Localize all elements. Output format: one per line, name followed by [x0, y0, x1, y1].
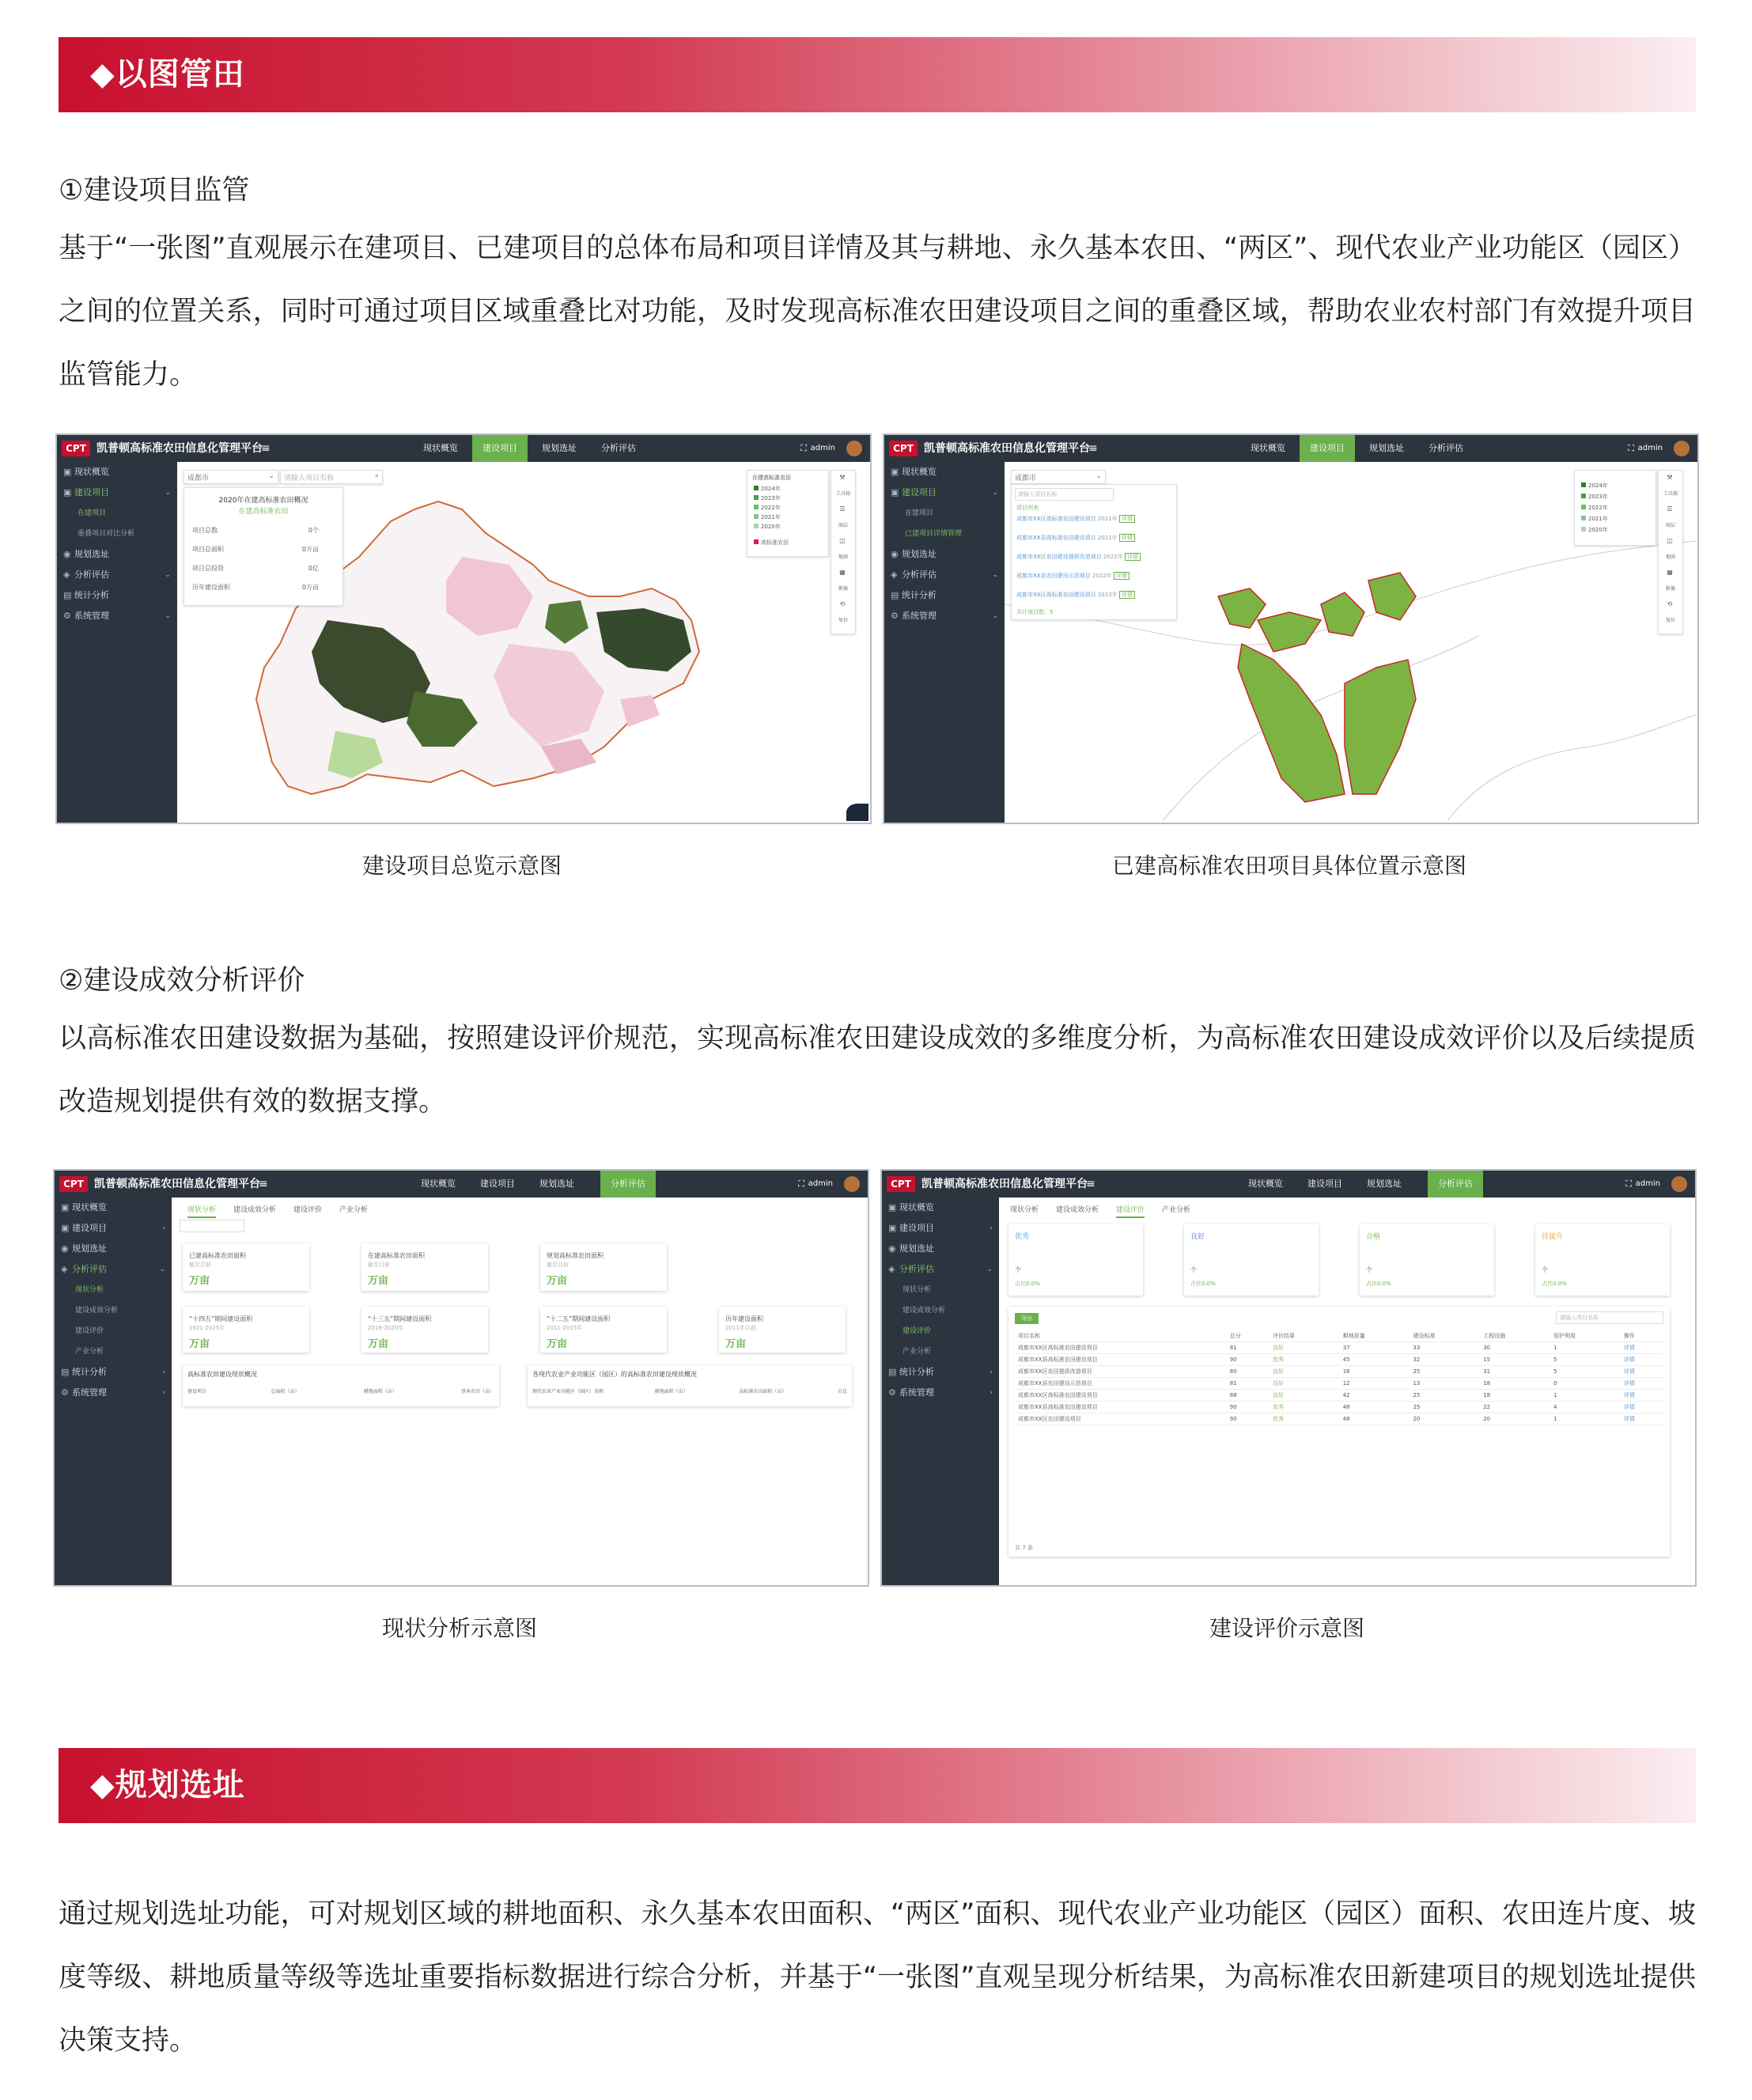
tool-label: 影像: [838, 586, 848, 592]
tab-industry[interactable]: 产业分析: [339, 1206, 369, 1214]
list-heading: 项目列表: [1016, 505, 1039, 511]
user-name: admin: [1637, 444, 1663, 452]
sidebar-item-evaluation[interactable]: 建设评价: [75, 1327, 104, 1335]
stat-card: “十四五”期间建设面积 2021-2025年 万亩: [183, 1307, 309, 1353]
paragraph-effectiveness: 以高标准农田建设数据为基础，按照建设评价规范，实现高标准农田建设成效的多维度分析，为高标准农田建设成效评价以及后续提质改造规划提供有效的数据支撑。: [59, 1023, 1696, 1118]
map-area[interactable]: [177, 462, 870, 823]
subheading-project-supervision: ①建设项目监管: [59, 175, 250, 206]
nav-site-selection[interactable]: 规划选址: [542, 443, 577, 453]
sidebar-item-system[interactable]: ⚙ 系统管理 ⌄: [63, 611, 171, 621]
section-header-site-selection: [59, 1748, 1696, 1823]
app-topbar: [57, 435, 870, 462]
legend-item[interactable]: 2022年: [1581, 504, 1608, 512]
fullscreen-icon[interactable]: ⛶: [1628, 443, 1634, 453]
toolbox-icon[interactable]: ⚒: [1667, 474, 1673, 481]
tab-bar: [1010, 1204, 1208, 1214]
stat-card: 历年建设面积 2011年以前 万亩: [719, 1307, 846, 1353]
tab-evaluation[interactable]: 建设评价: [1116, 1206, 1145, 1218]
sidebar-item-system[interactable]: ⚙ 系统管理 ›: [888, 1387, 993, 1398]
chevron-down-icon: ⌄: [1095, 472, 1102, 480]
overview-value: 0亿: [308, 565, 319, 572]
avatar[interactable]: [844, 1176, 860, 1192]
search-input[interactable]: 请输入项目名称 ⌕: [280, 470, 383, 484]
layers-icon[interactable]: ☰: [839, 505, 846, 513]
table-header: 项目名称 总分 评价结果 耕地质量 建设标准 工程设施 管护利用 操作: [1015, 1330, 1663, 1342]
app-logo: CPT: [887, 1176, 915, 1192]
table-row[interactable]: 成都市XX区农田提质改造项目 80 良好 16 25 31 5 详情: [1015, 1366, 1663, 1378]
nav-analysis[interactable]: 分析评估: [600, 1171, 656, 1198]
overview-label: 项目总投资: [192, 565, 224, 572]
user-name: admin: [1635, 1179, 1660, 1188]
sidebar-item-status[interactable]: ▣ 现状概览: [891, 467, 937, 477]
overview-link[interactable]: 在建高标准农田: [238, 508, 289, 516]
tool-label: 复位: [838, 618, 848, 623]
menu-icon[interactable]: ≡: [261, 442, 271, 455]
app-topbar: [882, 1171, 1695, 1198]
sidebar-item-site[interactable]: ◉ 规划选址: [888, 1243, 934, 1254]
sidebar: [884, 462, 1005, 823]
search-icon: ⌕: [374, 472, 379, 480]
reset-icon[interactable]: ⟲: [839, 600, 846, 607]
nav-analysis[interactable]: 分析评估: [601, 443, 636, 453]
imagery-icon[interactable]: ▦: [839, 569, 846, 576]
sidebar-item-stats[interactable]: ▤ 统计分析: [891, 590, 937, 600]
legend-item[interactable]: 2024年: [754, 485, 781, 493]
sidebar-item-stats[interactable]: ▤ 统计分析 ›: [61, 1367, 165, 1377]
panel-columns: 现代农业产业功能区（园区）名称 耕地面积（亩） 高标准农田面积（亩） 占比: [532, 1389, 847, 1394]
menu-icon[interactable]: ≡: [259, 1178, 268, 1190]
app-title: 凯普顿高标准农田信息化管理平台: [94, 1178, 260, 1190]
table-row[interactable]: 成都市XX区高标准农田建设项目 81 良好 37 33 30 1 详情: [1015, 1342, 1663, 1354]
legend-item[interactable]: 2022年: [754, 504, 781, 512]
nav-projects[interactable]: 建设项目: [1307, 1179, 1342, 1189]
sidebar-item-ongoing[interactable]: 在建项目: [78, 509, 107, 517]
overview-value: 0万亩: [301, 546, 319, 553]
sidebar: [57, 462, 177, 823]
overview-value: 0个: [308, 527, 319, 534]
tool-label: 工具箱: [1663, 491, 1678, 497]
app-title: 凯普顿高标准农田信息化管理平台: [921, 1178, 1088, 1190]
menu-icon[interactable]: ≡: [1088, 442, 1098, 455]
detail-link[interactable]: 详情: [1621, 1413, 1663, 1425]
search-input[interactable]: 请输入项目名称: [1015, 488, 1114, 501]
map-toolbar: [1658, 470, 1683, 634]
nav-status[interactable]: 现状概览: [1248, 1179, 1283, 1189]
tool-label: 复位: [1665, 618, 1675, 623]
sidebar-item-status-analysis[interactable]: 现状分析: [75, 1286, 104, 1294]
nav-projects[interactable]: 建设项目: [472, 435, 528, 462]
tool-label: 影像: [1665, 586, 1675, 592]
table-row[interactable]: 成都市XX县高标准农田建设项目 90 优秀 48 25 22 4 详情: [1015, 1402, 1663, 1413]
caption-overview: 建设项目总览示意图: [361, 853, 562, 879]
pagination[interactable]: 共 7 条: [1015, 1545, 1033, 1551]
tab-bar: [187, 1204, 385, 1214]
sidebar-item-industry[interactable]: 产业分析: [75, 1348, 104, 1356]
sidebar-item-effect-analysis[interactable]: 建设成效分析: [902, 1307, 946, 1315]
legend-item[interactable]: 高标准农田: [754, 539, 789, 547]
list-item[interactable]: 成都市XX县高标准农田建设项目 2021年 详情: [1016, 534, 1167, 542]
table-row[interactable]: 成都市XX县高标准农田建设项目 90 优秀 45 32 15 5 详情: [1015, 1354, 1663, 1366]
caption-evaluation: 建设评价示意图: [1209, 1615, 1364, 1641]
legend-panel: [1574, 470, 1656, 546]
map-icon[interactable]: ◫: [1667, 537, 1673, 544]
sidebar-item-projects[interactable]: ▣ 建设项目 ›: [888, 1223, 993, 1233]
sidebar-item-effect-analysis[interactable]: 建设成效分析: [75, 1307, 119, 1315]
paragraph-project-supervision: 基于“一张图”直观展示在建项目、已建项目的总体布局和项目详情及其与耕地、永久基本农田、“两区”、现代农业产业功能区（园区）之间的位置关系，同时可通过项目区域重叠比对功能，及时发现高标准农田建设项目之间的重叠区域，帮助农业农村部门有效提升项目监管能力。: [59, 233, 1696, 391]
project-list-panel: [1011, 484, 1177, 620]
grade-card-improve: 待提升 个 占比0.0%: [1535, 1224, 1670, 1296]
layers-icon[interactable]: ☰: [1667, 505, 1673, 513]
tool-label: 工具箱: [835, 491, 850, 497]
region-select[interactable]: 成都市 ⌄: [184, 470, 278, 484]
content-area: [172, 1198, 868, 1585]
sidebar-item-status[interactable]: ▣ 现状概览: [63, 467, 109, 477]
sidebar-item-projects[interactable]: ▣ 建设项目 ⌄: [63, 487, 171, 498]
nav-status[interactable]: 现状概览: [423, 443, 458, 453]
sidebar-item-projects[interactable]: ▣ 建设项目 ›: [61, 1223, 165, 1233]
legend-title: 在建高标准农田: [752, 475, 791, 481]
table-row[interactable]: 成都市XX县农田建设示范项目 81 良好 12 13 18 0 详情: [1015, 1378, 1663, 1390]
app-logo: CPT: [889, 441, 918, 456]
tool-label: 地图: [838, 554, 848, 560]
nav-projects[interactable]: 建设项目: [1300, 435, 1355, 462]
legend-item[interactable]: 2021年: [1581, 515, 1608, 523]
list-item[interactable]: 成都市XX区高标准农田建设项目 2023年 详情: [1016, 591, 1167, 599]
menu-icon[interactable]: ≡: [1086, 1178, 1095, 1190]
list-footer: 共计项目数：5: [1016, 609, 1054, 615]
app-title: 凯普顿高标准农田信息化管理平台: [96, 442, 263, 455]
legend-item[interactable]: 2023年: [754, 494, 781, 502]
region-select[interactable]: 成都市 ⌄: [1011, 470, 1106, 484]
detail-link[interactable]: 详情: [1621, 1354, 1663, 1366]
sidebar-item-site[interactable]: ◉ 规划选址: [891, 549, 937, 559]
avatar[interactable]: [846, 441, 862, 456]
sidebar-item-analysis[interactable]: ◈ 分析评估 ⌄: [61, 1264, 165, 1274]
evaluation-table-panel: [1008, 1307, 1670, 1557]
fullscreen-icon[interactable]: ⛶: [798, 1179, 804, 1189]
nav-status[interactable]: 现状概览: [1251, 443, 1285, 453]
content-area: [999, 1198, 1695, 1585]
nav-site-selection[interactable]: 规划选址: [1367, 1179, 1402, 1189]
grade-card-excellent: 优秀 个 占比0.0%: [1008, 1224, 1143, 1296]
app-topbar: [55, 1171, 868, 1198]
toolbox-icon[interactable]: ⚒: [839, 474, 846, 481]
avatar[interactable]: [1674, 441, 1690, 456]
sidebar-item-overlap[interactable]: 重叠项目对比分析: [78, 530, 135, 538]
stat-card: “十二五”期间建设面积 2011-2015年 万亩: [540, 1307, 667, 1353]
section-title: ◆以图管田: [90, 56, 245, 93]
tab-status[interactable]: 现状分析: [1010, 1206, 1039, 1214]
app-title: 凯普顿高标准农田信息化管理平台: [924, 442, 1090, 455]
avatar[interactable]: [1671, 1176, 1687, 1192]
nav-status[interactable]: 现状概览: [421, 1179, 456, 1189]
sidebar-item-status[interactable]: ▣ 现状概览: [888, 1202, 934, 1213]
legend-item[interactable]: 2021年: [754, 513, 781, 521]
map-toolbar: [831, 470, 856, 634]
list-item[interactable]: 成都市XX县农田建设示范项目 2022年 详情: [1016, 572, 1167, 580]
tab-effect[interactable]: 建设成效分析: [233, 1206, 277, 1214]
app-topbar: [884, 435, 1697, 462]
list-item[interactable]: 成都市XX区高标准农田建设项目 2021年 详情: [1016, 515, 1167, 523]
sidebar-item-system[interactable]: ⚙ 系统管理 ›: [61, 1387, 165, 1398]
overview-title: 2020年在建高标准农田概况: [218, 497, 308, 505]
tool-label: 图层: [1665, 523, 1675, 528]
park-summary-panel: [528, 1365, 852, 1406]
reset-icon[interactable]: ⟲: [1667, 600, 1673, 607]
overview-value: 0万亩: [301, 584, 319, 591]
legend-item[interactable]: 2020年: [1581, 526, 1608, 534]
globe-icon[interactable]: [846, 804, 868, 821]
chevron-down-icon: ⌄: [268, 472, 274, 480]
detail-link[interactable]: 详情: [1621, 1402, 1663, 1413]
stat-card: 规划高标准农田面积 截至目前 万亩: [540, 1243, 667, 1291]
caption-location: 已建高标准农田项目具体位置示意图: [1111, 853, 1466, 879]
panel-title: 高标准农田建设现状概况: [187, 1371, 257, 1378]
screenshot-status-analysis: [53, 1169, 869, 1587]
fullscreen-icon[interactable]: ⛶: [800, 443, 807, 453]
subheading-effectiveness: ②建设成效分析评价: [59, 965, 305, 997]
nav-projects[interactable]: 建设项目: [480, 1179, 515, 1189]
tab-effect[interactable]: 建设成效分析: [1056, 1206, 1099, 1214]
paragraph-site-selection: 通过规划选址功能，可对规划区域的耕地面积、永久基本农田面积、“两区”面积、现代农业产业功能区（园区）面积、农田连片度、坡度等级、耕地质量等级等选址重要指标数据进行综合分析，并基于“一张图”直观呈现分析结果，为高标准农田新建项目的规划选址提供决策支持。: [59, 1898, 1696, 2056]
status-summary-panel: [183, 1365, 499, 1406]
search-input[interactable]: 请输入项目名称: [1556, 1311, 1663, 1324]
grade-card-pass: 合格 个 占比0.0%: [1360, 1224, 1494, 1296]
list-item[interactable]: 成都市XX区农田建设提质改造项目 2022年 详情: [1016, 553, 1167, 561]
sidebar-item-status-analysis[interactable]: 现状分析: [902, 1286, 932, 1294]
stat-card: 在建高标准农田面积 截至目前 万亩: [361, 1243, 488, 1291]
nav-analysis[interactable]: 分析评估: [1428, 443, 1463, 453]
screenshot-project-location: [883, 433, 1699, 824]
sidebar-item-site[interactable]: ◉ 规划选址: [61, 1243, 107, 1254]
sidebar-item-evaluation[interactable]: 建设评价: [902, 1327, 932, 1335]
sidebar-item-status[interactable]: ▣ 现状概览: [61, 1202, 107, 1213]
evaluation-table: [1015, 1330, 1663, 1425]
user-name: admin: [808, 1179, 833, 1188]
sidebar: [55, 1198, 172, 1585]
user-name: admin: [810, 444, 835, 452]
sidebar-item-analysis[interactable]: ◈ 分析评估 ⌄: [891, 569, 998, 580]
overview-label: 历年建设面积: [192, 584, 230, 591]
sidebar-item-projects[interactable]: ▣ 建设项目 ⌄: [891, 487, 998, 498]
imagery-icon[interactable]: ▦: [1667, 569, 1673, 576]
table-row[interactable]: 成都市XX区高标准农田建设项目 88 良好 42 25 18 1 详情: [1015, 1390, 1663, 1402]
tool-label: 图层: [838, 523, 848, 528]
legend-item[interactable]: 2024年: [1581, 482, 1608, 490]
map-area[interactable]: [1005, 462, 1697, 823]
caption-status-analysis: 现状分析示意图: [381, 1615, 537, 1641]
tab-industry[interactable]: 产业分析: [1162, 1206, 1191, 1214]
legend-item[interactable]: 2023年: [1581, 493, 1608, 501]
app-logo: CPT: [59, 1176, 88, 1192]
overview-label: 项目总数: [192, 527, 218, 534]
section-title: ◆规划选址: [90, 1767, 245, 1803]
legend-panel: [747, 470, 829, 557]
grade-card-good: 良好 个 占比0.0%: [1184, 1224, 1319, 1296]
sidebar-item-stats[interactable]: ▤ 统计分析 ›: [888, 1367, 993, 1377]
sidebar-item-analysis[interactable]: ◈ 分析评估 ⌄: [888, 1264, 993, 1274]
overview-panel: [184, 487, 343, 606]
section-header-manage: [59, 37, 1696, 112]
legend-item[interactable]: 2020年: [754, 523, 781, 531]
screenshot-evaluation: [880, 1169, 1697, 1587]
sidebar-item-system[interactable]: ⚙ 系统管理 ⌄: [891, 611, 998, 621]
tab-evaluation[interactable]: 建设评价: [293, 1206, 323, 1214]
detail-link[interactable]: 详情: [1621, 1390, 1663, 1402]
detail-link[interactable]: 详情: [1621, 1342, 1663, 1354]
sidebar-item-stats[interactable]: ▤ 统计分析: [63, 590, 109, 600]
panel-title: 各现代农业产业功能区（园区）的高标准农田建设现状概况: [532, 1371, 697, 1378]
fullscreen-icon[interactable]: ⛶: [1625, 1179, 1632, 1189]
sidebar-item-site[interactable]: ◉ 规划选址: [63, 549, 109, 559]
sidebar-item-industry[interactable]: 产业分析: [902, 1348, 932, 1356]
sidebar-item-completed[interactable]: 已建项目详情管理: [905, 530, 963, 538]
filter-select[interactable]: [180, 1220, 244, 1232]
tool-label: 地图: [1665, 554, 1675, 560]
map-icon[interactable]: ◫: [839, 537, 846, 544]
table-row[interactable]: 成都市XX区农田建设项目 90 优秀 48 20 20 1 详情: [1015, 1413, 1663, 1425]
detail-link[interactable]: 详情: [1621, 1366, 1663, 1378]
overview-label: 项目总面积: [192, 546, 224, 553]
nav-site-selection[interactable]: 规划选址: [539, 1179, 574, 1189]
detail-link[interactable]: 详情: [1621, 1378, 1663, 1390]
stat-card: “十三五”期间建设面积 2016-2020年 万亩: [361, 1307, 488, 1353]
nav-analysis[interactable]: 分析评估: [1428, 1171, 1483, 1198]
sidebar: [882, 1198, 999, 1585]
sidebar-item-analysis[interactable]: ◈ 分析评估 ⌄: [63, 569, 171, 580]
panel-columns: 建设项目 总面积（亩） 耕地面积（亩） 基本农田（亩）: [187, 1389, 494, 1394]
app-logo: CPT: [62, 441, 90, 456]
tab-status[interactable]: 现状分析: [187, 1206, 216, 1218]
stat-card: 已建高标准农田面积 截至目前 万亩: [183, 1243, 309, 1291]
nav-site-selection[interactable]: 规划选址: [1369, 443, 1404, 453]
screenshot-project-overview: [55, 433, 872, 824]
export-button[interactable]: 导出: [1015, 1313, 1039, 1324]
sidebar-item-ongoing[interactable]: 在建项目: [905, 509, 934, 517]
